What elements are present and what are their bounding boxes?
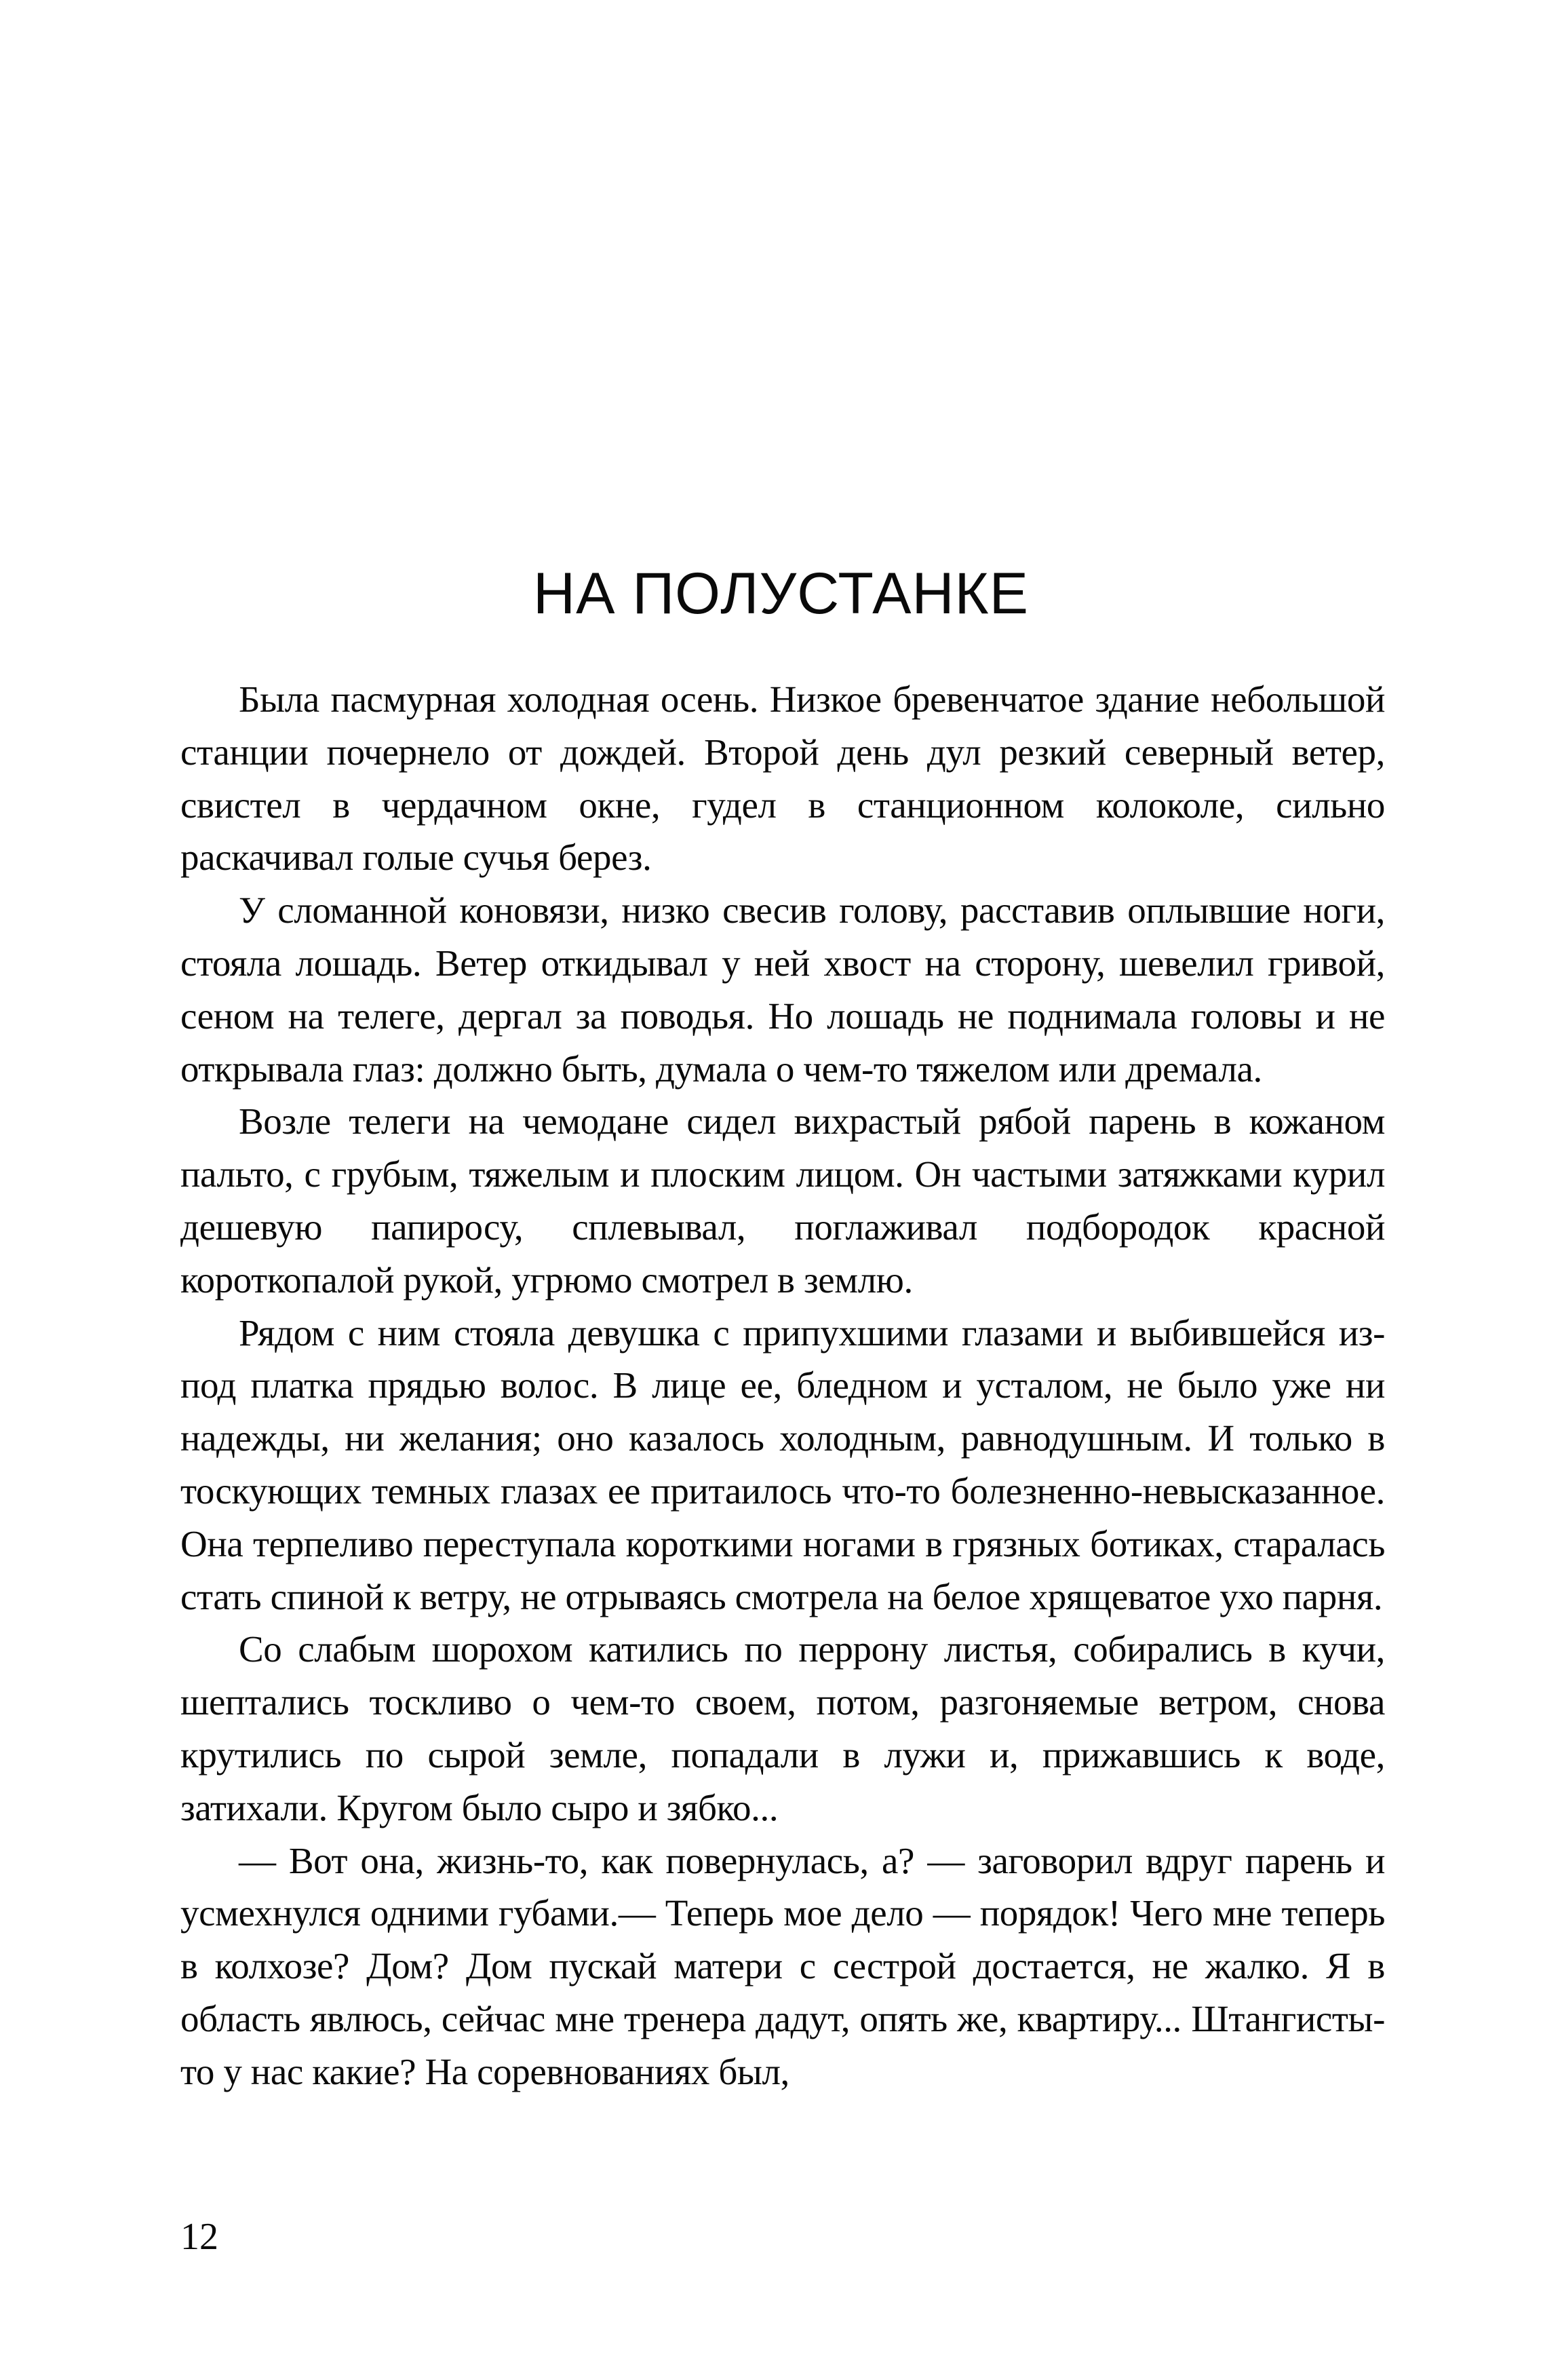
- paragraph-6: — Вот она, жизнь-то, как повернулась, а? — заговорил вдруг парень и усмехнулся одними губами.— Теперь мое дело — порядок! Чего мне теперь в колхозе? Дом? Дом пускай матери с сестрой достается, не жалко. Я в область явлюсь, сейчас мне тренера дадут, опять же, квартиру... Штангисты-то у нас какие? На соревнованиях был,: [180, 1839, 1385, 2092]
- page-number: 12: [180, 2216, 218, 2258]
- paragraph-5: Со слабым шорохом катились по перрону листья, собирались в кучи, шептались тоскливо о чем-то своем, потом, разгоняемые ветром, снова крутились по сырой земле, попадали в лужи и, прижавшись к воде, затихали. Кругом было сыро и зябко...: [180, 1628, 1385, 1828]
- chapter-text: [180, 673, 1385, 2098]
- paragraph-3: Возле телеги на чемодане сидел вихрастый рябой парень в кожаном пальто, с грубым, тяжелым и плоским лицом. Он частыми затяжками курил дешевую папиросу, сплевывал, поглаживал подбородок красной короткопалой рукой, угрюмо смотрел в землю.: [180, 1100, 1385, 1301]
- paragraph-1: Была пасмурная холодная осень. Низкое бревенчатое здание небольшой станции почернело от дождей. Второй день дул резкий северный ветер, свистел в чердачном окне, гудел в станционном колоколе, сильно раскачивал голые сучья берез.: [180, 678, 1385, 879]
- paragraph-4: Рядом с ним стояла девушка с припухшими глазами и выбившейся из-под платка прядью волос. В лице ее, бледном и усталом, не было уже ни надежды, ни желания; оно казалось холодным, равнодушным. И только в тоскующих темных глазах ее притаилось что-то болезненно-невысказанное. Она терпеливо переступала короткими ногами в грязных ботиках, старалась стать спиной к ветру, не отрываясь смотрела на белое хрящеватое ухо парня.: [180, 1311, 1385, 1617]
- paragraph-2: У сломанной коновязи, низко свесив голову, расставив оплывшие ноги, стояла лошадь. Ветер откидывал у ней хвост на сторону, шевелил гривой, сеном на телеге, дергал за поводья. Но лошадь не поднимала головы и не открывала глаз: должно быть, думала о чем-то тяжелом или дремала.: [180, 889, 1385, 1090]
- chapter-title: НА ПОЛУСТАНКЕ: [532, 561, 1030, 626]
